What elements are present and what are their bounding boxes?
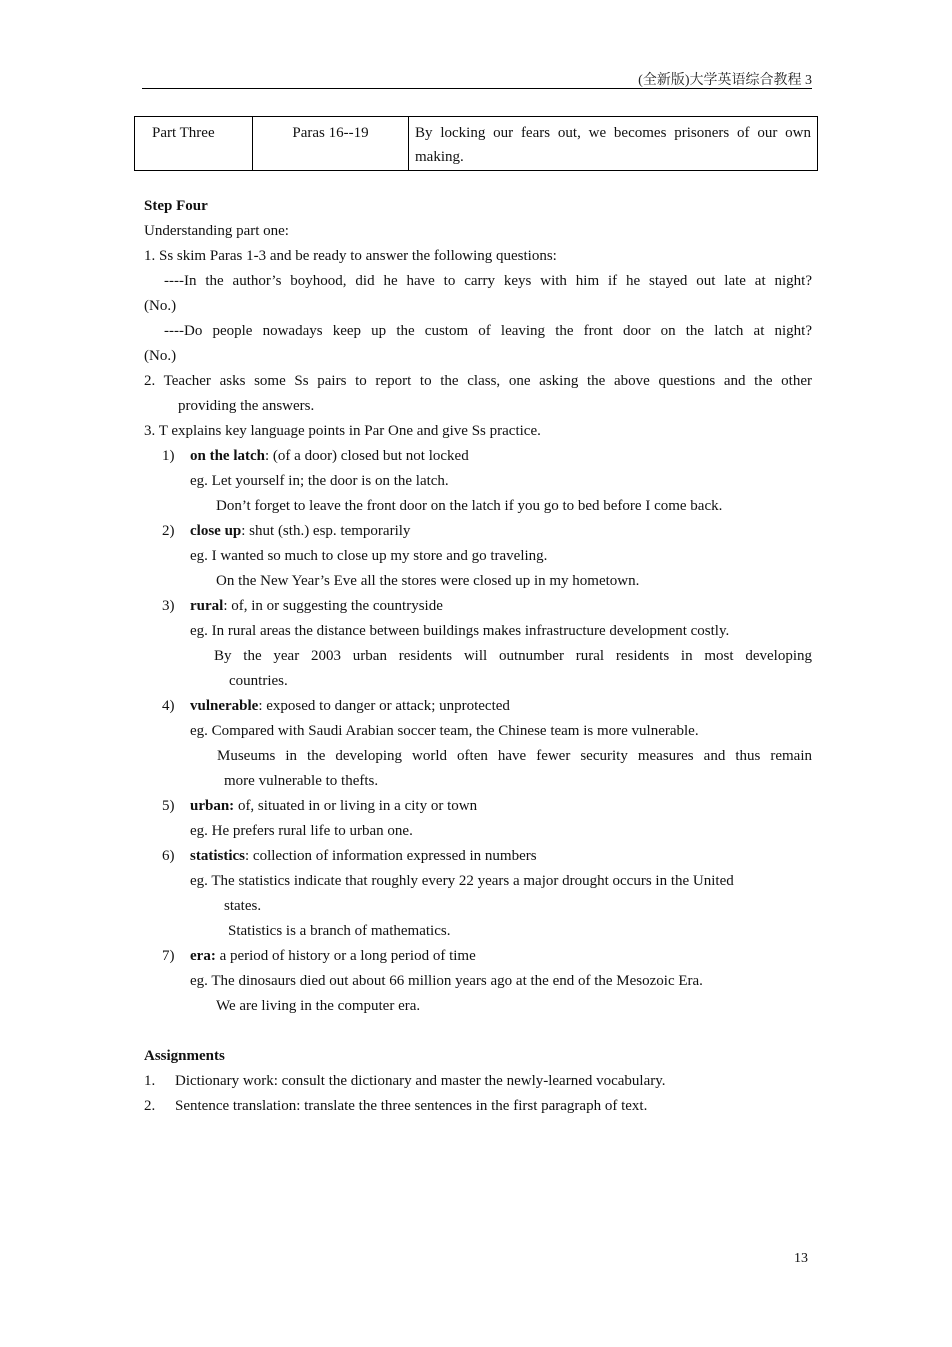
vocab-definition: : shut (sth.) esp. temporarily — [241, 523, 411, 539]
answer: (No.) — [144, 298, 177, 314]
example-continuation: more vulnerable to thefts. — [224, 773, 379, 789]
vocab-term: on the latch — [190, 448, 265, 464]
assignment-item — [144, 1094, 812, 1119]
vocab-number: 4) — [162, 698, 175, 714]
example: eg. I wanted so much to close up my store and go traveling. — [190, 548, 548, 564]
spacer — [144, 1019, 812, 1044]
example-continuation: countries. — [229, 673, 288, 689]
vocab-definition: : collection of information expressed in numbers — [245, 848, 537, 864]
vocab-definition: : (of a door) closed but not locked — [265, 448, 469, 464]
vocab-definition: a period of history or a long period of time — [215, 948, 476, 964]
header-rule — [142, 88, 812, 89]
vocab-number: 6) — [162, 848, 175, 864]
vocab-term: urban: — [190, 798, 235, 814]
question: ----Do people nowadays keep up the custom of leaving the front door on the latch at night? — [164, 323, 812, 339]
vocab-item — [144, 519, 812, 544]
assignment-number: 2. — [144, 1098, 156, 1114]
example: We are living in the computer era. — [216, 998, 421, 1014]
example: Museums in the developing world often have fewer security measures and thus remain — [217, 748, 812, 764]
vocab-term: era: — [190, 948, 216, 964]
vocab-item — [144, 944, 812, 969]
assignments-section — [144, 1044, 812, 1119]
main-content — [144, 194, 812, 1119]
vocab-number: 5) — [162, 798, 175, 814]
example: eg. He prefers rural life to urban one. — [190, 823, 413, 839]
example: eg. Let yourself in; the door is on the latch. — [190, 473, 449, 489]
list-item: 1. Ss skim Paras 1-3 and be ready to answer the following questions: — [144, 248, 557, 264]
assignment-text: Sentence translation: translate the three sentences in the first paragraph of text. — [175, 1098, 648, 1114]
question: ----In the author’s boyhood, did he have to carry keys with him if he stayed out late at night? — [164, 273, 812, 289]
vocab-definition: : exposed to danger or attack; unprotected — [258, 698, 510, 714]
page-number: 13 — [794, 1251, 808, 1266]
vocab-item — [144, 694, 812, 719]
vocab-term: rural — [190, 598, 224, 614]
vocab-number: 2) — [162, 523, 175, 539]
running-header: (全新版)大学英语综合教程 3 — [638, 73, 812, 88]
assignment-text: Dictionary work: consult the dictionary and master the newly-learned vocabulary. — [175, 1073, 666, 1089]
vocab-definition: of, situated in or living in a city or town — [234, 798, 478, 814]
summary-cell — [409, 117, 818, 171]
answer: (No.) — [144, 348, 177, 364]
example: Don’t forget to leave the front door on the latch if you go to bed before I come back. — [216, 498, 723, 514]
vocab-item — [144, 444, 812, 469]
list-item: 3. T explains key language points in Par One and give Ss practice. — [144, 423, 541, 439]
vocab-item — [144, 844, 812, 869]
paras-cell: Paras 16--19 — [253, 117, 409, 171]
part-cell: Part Three — [135, 117, 253, 171]
vocab-number: 7) — [162, 948, 175, 964]
section-heading: Step Four — [144, 198, 208, 214]
list-item: 2. Teacher asks some Ss pairs to report to the class, one asking the above questions and the other — [144, 373, 812, 389]
section-subheading: Understanding part one: — [144, 223, 289, 239]
summary-line-2: making. — [415, 149, 464, 165]
summary-line-1: By locking our fears out, we becomes prisoners of our own — [415, 125, 811, 141]
assignment-item — [144, 1069, 812, 1094]
vocab-number: 1) — [162, 448, 175, 464]
vocab-term: vulnerable — [190, 698, 259, 714]
example: On the New Year’s Eve all the stores were closed up in my hometown. — [216, 573, 640, 589]
table-row — [135, 117, 818, 171]
assignments-heading: Assignments — [144, 1048, 225, 1064]
example: Statistics is a branch of mathematics. — [228, 923, 451, 939]
list-item-continuation: providing the answers. — [178, 398, 315, 414]
example: eg. The statistics indicate that roughly every 22 years a major drought occurs in the United — [190, 873, 734, 889]
example: eg. The dinosaurs died out about 66 million years ago at the end of the Mesozoic Era. — [190, 973, 703, 989]
vocab-item — [144, 794, 812, 819]
vocab-number: 3) — [162, 598, 175, 614]
example: eg. In rural areas the distance between buildings makes infrastructure development costly. — [190, 623, 730, 639]
vocab-term: close up — [190, 523, 242, 539]
example-continuation: states. — [224, 898, 262, 914]
parts-table — [134, 116, 818, 171]
example: By the year 2003 urban residents will outnumber rural residents in most developing — [214, 648, 812, 664]
example: eg. Compared with Saudi Arabian soccer team, the Chinese team is more vulnerable. — [190, 723, 699, 739]
vocab-item — [144, 594, 812, 619]
assignment-number: 1. — [144, 1073, 156, 1089]
vocab-term: statistics — [190, 848, 245, 864]
vocab-definition: : of, in or suggesting the countryside — [223, 598, 443, 614]
